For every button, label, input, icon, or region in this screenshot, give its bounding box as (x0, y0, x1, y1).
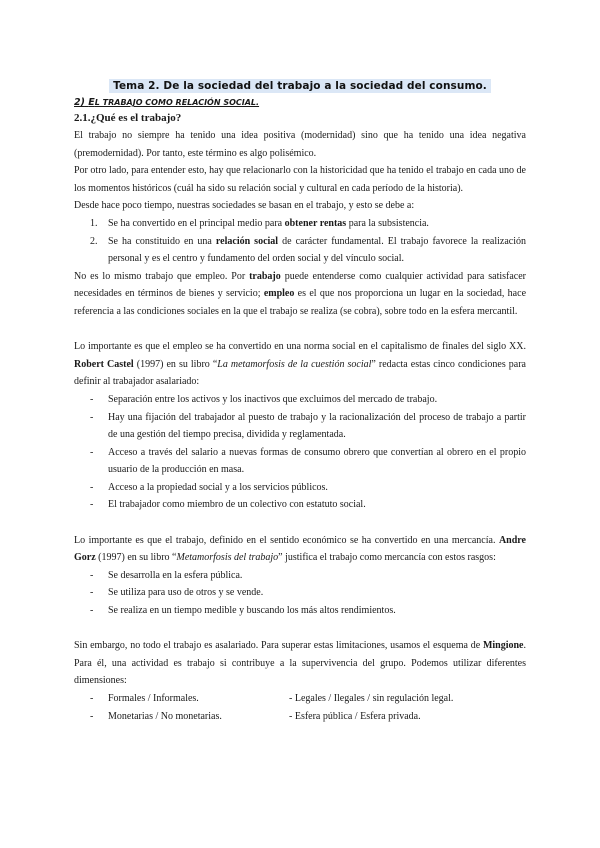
paragraph-4: No es lo mismo trabajo que empleo. Por trabajo puede entenderse como cualquier actividad para satisfacer necesidades en términos de bienes y servicio; empleo es el que nos proporciona un lugar en la sociedad, hace referencia a las condiciones sociales en la que el trabajo se realiza (se cobra), sobre todo en la esfera mercantil. (74, 270, 527, 317)
document-body (74, 95, 526, 725)
list-item: - El trabajador como miembro de un colectivo con estatuto social. (90, 499, 366, 511)
paragraph-3: Desde hace poco tiempo, nuestras sociedades se basan en el trabajo, y esto se debe a: (74, 200, 415, 212)
list-item: - Separación entre los activos y los inactivos que excluimos del mercado de trabajo. (90, 393, 438, 405)
section-number: 2) (74, 97, 85, 108)
title-container (0, 76, 600, 94)
paragraph-5: Lo importante es que el empleo se ha convertido en una norma social en el capitalismo de finales del siglo XX. Robert Castel (1997) en su libro “La metamorfosis de la cuestión social” redacta estas cinco condiciones para definir al trabajador asalariado: (74, 341, 526, 388)
list-item: - Se utiliza para uso de otros y se vende. (90, 587, 264, 599)
list-item: - Acceso a la propiedad social y a los servicios públicos. (90, 481, 328, 493)
list-item: - Hay una fijación del trabajador al puesto de trabajo y la racionalización del proceso de trabajo a partir de una gestión del tiempo precisa, dividida y reglamentada. (90, 411, 526, 441)
list-item: 2. Se ha constituido en una relación social de carácter fundamental. El trabajo favorece la realización personal y es el centro y fundamento del orden social y del vínculo social. (90, 235, 526, 265)
gorz-traits-list (74, 567, 526, 620)
paragraph-1: El trabajo no siempre ha tenido una idea positiva (modernidad) sino que ha tenido una idea negativa (premodernidad). Por tanto, este término es algo polisémico. (74, 130, 526, 159)
castel-conditions-list (74, 391, 526, 514)
list-item: 1. Se ha convertido en el principal medio para obtener rentas para la subsistencia. (90, 217, 429, 229)
spacer (74, 514, 526, 532)
list-item: - Se realiza en un tiempo medible y buscando los más altos rendimientos. (90, 605, 396, 617)
list-item: - Formales / Informales. - Legales / Ilegales / sin regulación legal. (90, 693, 454, 704)
list-item: - Monetarias / No monetarias. - Esfera pública / Esfera privada. (90, 710, 421, 722)
paragraph-7: Sin embargo, no todo el trabajo es asalariado. Para superar estas limitaciones, usamos el esquema de Mingione. Para él, una actividad es trabajo si contribuye a la supervivencia del grupo. Podemos utilizar diferentes dimensiones: (74, 640, 526, 687)
list-item: - Se desarrolla en la esfera pública. (90, 569, 243, 581)
paragraph-2: Por otro lado, para entender esto, hay que relacionarlo con la historicidad que ha tenido el trabajo en cada uno de los momentos históricos (cuál ha sido su relación social y cultural en cada período de la historia). (74, 165, 526, 194)
list-item: - Acceso a través del salario a nuevas formas de consumo obrero que convertían al obrero en el propio usuario de la producción en masa. (90, 446, 526, 476)
spacer (74, 620, 526, 638)
section-title-rest: L TRABAJO COMO RELACIÓN SOCIAL. (94, 98, 260, 107)
numbered-list (74, 215, 526, 268)
section-heading (74, 95, 526, 110)
spacer (74, 321, 526, 339)
paragraph-6: Lo importante es que el trabajo, definido en el sentido económico se ha convertido en una mercancía. Andre Gorz (1997) en su libro “Metamorfosis del trabajo” justifica el trabajo como mercancía con estos rasgos: (74, 534, 526, 564)
section-first-letter: E (88, 97, 95, 108)
dimensions-list (74, 690, 526, 725)
document-title: Tema 2. De la sociedad del trabajo a la sociedad del consumo. (109, 79, 491, 93)
subsection-heading: 2.1.¿Qué es el trabajo? (74, 112, 182, 124)
